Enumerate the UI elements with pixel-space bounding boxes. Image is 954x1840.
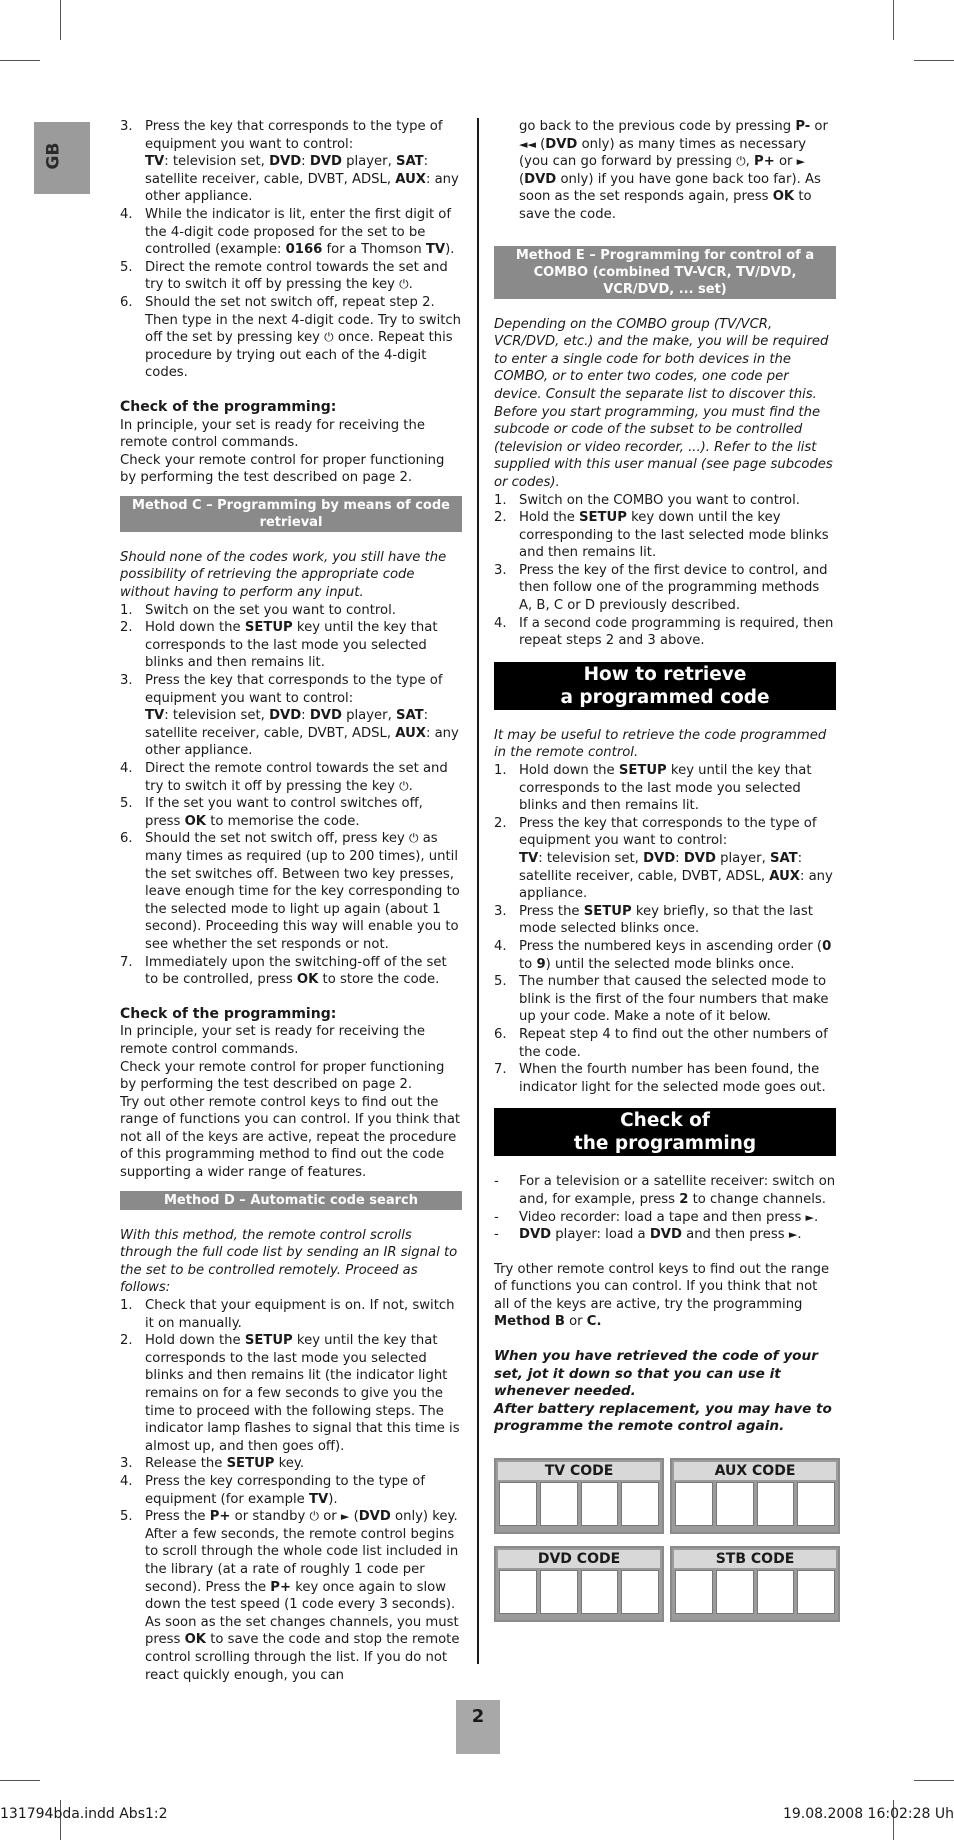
list-item-number: - [494,1174,499,1190]
code-digit-cell [499,1482,537,1526]
battery-note: After battery replacement, you may have to programme the remote control again. [494,1400,832,1435]
list-item-text: Switch on the COMBO you want to control. [519,492,800,508]
list-item [120,1473,462,1508]
footer-file: 131794bda.indd Abs1:2 [0,1806,168,1822]
code-box-label: AUX CODE [674,1462,836,1480]
list-item [494,1026,836,1061]
list-item-text: Should the set not switch off, repeat step 2. Then type in the next 4-digit code. Try to switch off the set by pressing key ⏻ once. Repeat this procedure by trying out each of the 4-digit codes. [145,294,462,381]
list-item-text: The number that caused the selected mode to blink is the first of the four numbers that make up your code. Make a note of it below. [519,974,829,1025]
method-e-heading: Method E – Programming for control of a COMBO (combined TV-VCR, TV/DVD, VCR/DVD, ... set) [494,246,836,299]
list-item-text: Direct the remote control towards the set and try to switch it off by pressing the key ⏻. [145,761,448,794]
language-tab [34,122,90,194]
code-digit-cell [581,1482,619,1526]
list-item-text: Hold down the SETUP key until the key that corresponds to the last mode you selected blinks and then remains lit (the indicator light remains on for a few seconds to give you the time to proceed with the following steps. The indicator lamp flashes to signal that this time is almost up, and then goes off). [145,1333,460,1454]
list-item-text: Repeat step 4 to find out the other numbers of the code. [519,1026,828,1060]
method-c-intro: Should none of the codes work, you still have the possibility of retrieving the appropriate code without having to perform any input. [120,549,447,601]
crop-mark [0,60,40,61]
check-list [494,1173,836,1243]
list-item-text: Press the key that corresponds to the type of equipment you want to control: [145,119,443,152]
list-item-number: 1. [494,492,507,508]
method-c-steps [120,602,462,989]
code-digit-cell [540,1570,578,1614]
stb-code-box [670,1546,840,1622]
dvd-code-box [494,1546,664,1622]
code-digit-cell [675,1482,713,1526]
list-item [494,562,836,615]
list-item-number: 7. [494,1062,507,1078]
list-item-text: Hold the SETUP key down until the key corresponding to the last selected mode blinks and then remains lit. [519,510,829,561]
list-item-text: TV: television set, DVD: DVD player, SAT: satellite receiver, cable, DVBT, ADSL, AUX: any appliance. [519,851,833,902]
method-c-heading: Method C – Programming by means of code retrieval [120,496,462,532]
list-item-text: If the set you want to control switches off, press OK to memorise the code. [145,796,423,829]
check-paragraph: Try other remote control keys to find out the range of functions you can control. If you think that not all of the keys are active, try the programming Method B or C. [494,1261,830,1330]
list-item-number: 3. [120,119,133,134]
list-item [120,830,462,953]
code-note: When you have retrieved the code of your set, jot it down so that you can use it whenever needed. [494,1348,818,1400]
list-item-text: TV: television set, DVD: DVD player, SAT: satellite receiver, cable, DVBT, ADSL, AUX: any other appliance. [145,708,459,759]
list-item-number: 4. [120,761,133,776]
list-item [494,509,836,562]
code-digit-cell [675,1570,713,1614]
method-d-steps [120,1297,462,1684]
left-column [120,118,462,1684]
list-item [494,850,836,903]
check-heading-line: Check of [620,1110,710,1132]
list-item-text: While the indicator is lit, enter the first digit of the 4-digit code proposed for the set to be controlled (example: 0166 for a Thomson TV). [145,206,455,258]
code-box-label: TV CODE [498,1462,660,1480]
list-item [120,1332,462,1455]
method-d-intro: With this method, the remote control scrolls through the full code list by sending an IR signal to the set to be controlled remotely. Proceed as follows: [120,1227,458,1296]
list-item [494,903,836,938]
crop-mark [0,1780,40,1781]
column-divider [477,118,479,1664]
list-item [120,954,462,989]
list-item [120,153,462,206]
list-item-number: 4. [494,615,507,631]
list-item [120,294,462,382]
list-item-text: Press the key corresponding to the type of equipment (for example TV). [145,1473,426,1507]
list-item [120,1455,462,1473]
list-item [494,815,836,850]
list-item-number: 1. [494,763,507,779]
check-heading-line: the programming [573,1133,757,1155]
code-digit-cell [716,1570,754,1614]
list-item [120,760,462,795]
method-d-continuation: go back to the previous code by pressing P- or ◄◄ (DVD only) as many times as necessary (you can go forward by pressing ⏻, P+ or ► (DVD only) if you have gone back too far). As soon as the set responds again, press OK to save the code. [519,119,828,222]
check-text: In principle, your set is ready for receiving the remote control commands. [120,417,425,451]
list-item-text: DVD player: load a DVD and then press ►. [519,1227,802,1243]
check-text: Check your remote control for proper functioning by performing the test described on page 2. [120,452,445,486]
code-digit-cell [797,1482,835,1526]
list-item-number: 1. [120,1298,133,1314]
check-programming-heading [494,1108,836,1156]
list-item [494,938,836,973]
list-item-number: 3. [494,903,507,919]
list-item-text: Video recorder: load a tape and then press ►. [519,1209,819,1225]
retrieve-intro: It may be useful to retrieve the code programmed in the remote control. [494,727,827,761]
list-item [120,118,462,153]
list-item [120,602,462,620]
list-item [120,707,462,760]
list-item-text: Hold down the SETUP key until the key that corresponds to the last mode you selected blinks and then remains lit. [519,763,812,814]
list-item-text: Release the SETUP key. [145,1456,305,1472]
list-item [120,1297,462,1332]
code-boxes [494,1458,836,1648]
list-item-number: 4. [120,206,133,222]
list-item-text: Press the key that corresponds to the type of equipment you want to control: [519,815,817,849]
retrieve-heading-line: How to retrieve [583,663,747,685]
check-heading: Check of the programming: [120,398,337,415]
retrieve-heading-line: a programmed code [560,686,770,708]
crop-mark [60,0,61,40]
method-d-heading: Method D – Automatic code search [120,1191,462,1210]
code-digit-cell [581,1570,619,1614]
code-digit-cell [540,1482,578,1526]
list-item-number: - [494,1227,499,1243]
page-number: 2 [456,1700,500,1754]
tv-code-box [494,1458,664,1534]
crop-mark [893,0,894,40]
list-item-text: Switch on the set you want to control. [145,602,396,618]
code-digit-cell [757,1570,795,1614]
list-item-text: When the fourth number has been found, the indicator light for the selected mode goes out. [519,1062,826,1095]
code-box-label: DVD CODE [498,1550,660,1568]
method-e-intro: Depending on the COMBO group (TV/VCR, VCR/DVD, etc.) and the make, you will be required to enter a single code for both devices in the COMBO, or to enter two codes, one code per device. Consult the separate list to discover this. [494,316,829,402]
list-item-number: 6. [120,831,133,847]
code-digit-cell [797,1570,835,1614]
list-item [120,795,462,830]
list-item-text: TV: television set, DVD: DVD player, SAT: satellite receiver, cable, DVBT, ADSL, AUX: any other appliance. [145,154,459,205]
code-digit-cell [716,1482,754,1526]
list-item-number: 2. [494,815,507,831]
list-item-number: - [494,1209,499,1225]
code-box-label: STB CODE [674,1550,836,1568]
list-item-number: 5. [120,796,133,812]
list-item-number: 5. [120,1509,133,1525]
list-item-number: 6. [120,294,133,310]
code-digit-cell [499,1570,537,1614]
list-item-text: Hold down the SETUP key until the key that corresponds to the last mode you selected blinks and then remains lit. [145,620,438,671]
list-item-number: 6. [494,1026,507,1042]
check-heading: Check of the programming: [120,1005,337,1022]
list-item-number: 1. [120,602,133,618]
code-digit-cell [757,1482,795,1526]
list-item-text: For a television or a satellite receiver: switch on and, for example, press 2 to change channels. [519,1174,836,1207]
list-item-text: Check that your equipment is on. If not, switch it on manually. [145,1298,455,1331]
retrieve-heading [494,662,836,710]
list-item-number: 4. [120,1473,133,1489]
list-item [120,619,462,672]
check-text: Try out other remote control keys to find out the range of functions you can control. If you think that not all of the keys are active, repeat the procedure of this programming method to find out the code supporting a wider range of features. [120,1094,461,1181]
list-item [494,1061,836,1096]
list-item-number: 2. [494,510,507,526]
list-item [494,1173,836,1208]
list-item-number: 3. [494,562,507,578]
list-item-number: 5. [494,974,507,990]
code-digit-cell [621,1570,659,1614]
list-item-text: Press the key of the first device to control, and then follow one of the programming methods A, B, C or D previously described. [519,562,828,614]
aux-code-box [670,1458,840,1534]
list-item-text: Press the numbered keys in ascending order (0 to 9) until the selected mode blinks once. [519,938,832,972]
list-item [120,259,462,294]
list-item-number: 7. [120,954,133,970]
list-item [120,206,462,259]
list-item-text: Should the set not switch off, press key ⏻ as many times as required (up to 200 times), until the set switches off. Between two key presses, leave enough time for the key corresponding to the selected mode to light up again (about 1 second). Proceeding this way will enable you to see whether the set responds or not. [145,831,460,952]
list-item [494,1209,836,1227]
check-text: In principle, your set is ready for receiving the remote control commands. [120,1024,425,1057]
method-e-steps [494,492,836,650]
list-item [494,615,836,650]
crop-mark [914,1780,954,1781]
list-item-text: Immediately upon the switching-off of the set to be controlled, press OK to store the code. [145,954,447,988]
list-item-number: 4. [494,938,507,954]
code-digit-cell [621,1482,659,1526]
list-item-text: Press the SETUP key briefly, so that the last mode selected blinks once. [519,903,813,937]
list-item-number: 3. [120,1456,133,1472]
check-text: Check your remote control for proper functioning by performing the test described on page 2. [120,1059,445,1093]
list-item-text: If a second code programming is required, then repeat steps 2 and 3 above. [519,615,834,649]
list-item-text: Press the key that corresponds to the type of equipment you want to control: [145,673,443,706]
list-item-number: 5. [120,259,133,275]
list-item [494,762,836,815]
footer-date: 19.08.2008 16:02:28 Uh [782,1806,954,1822]
list-item [494,1226,836,1244]
list-item [120,1508,462,1684]
method-b-steps [120,118,462,382]
list-item-text: Press the P+ or standby ⏻ or ► (DVD only) key. After a few seconds, the remote control begins to scroll through the whole code list included in the library (at a rate of roughly 1 code per second). Press the P+ key once again to slow down the test speed (1 code every 3 seconds). As soon as the set changes channels, you must press OK to save the code and stop the remote control scrolling through the list. If you do not react quickly enough, you can [145,1509,460,1683]
list-item-text: Direct the remote control towards the set and try to switch it off by pressing the key ⏻. [145,259,448,293]
list-item-number: 2. [120,1333,133,1349]
list-item [494,973,836,1026]
crop-mark [914,60,954,61]
retrieve-steps [494,762,836,1096]
list-item-number: 2. [120,620,133,636]
list-item-number: 3. [120,673,133,689]
list-item [494,492,836,510]
list-item [120,672,462,707]
language-tab-label: GB [43,142,64,170]
right-column [494,118,836,1648]
method-e-intro: Before you start programming, you must find the subcode or code of the subset to be controlled (television or video recorder, ...). Refer to the list supplied with this user manual (see page subcodes or codes). [494,404,833,490]
